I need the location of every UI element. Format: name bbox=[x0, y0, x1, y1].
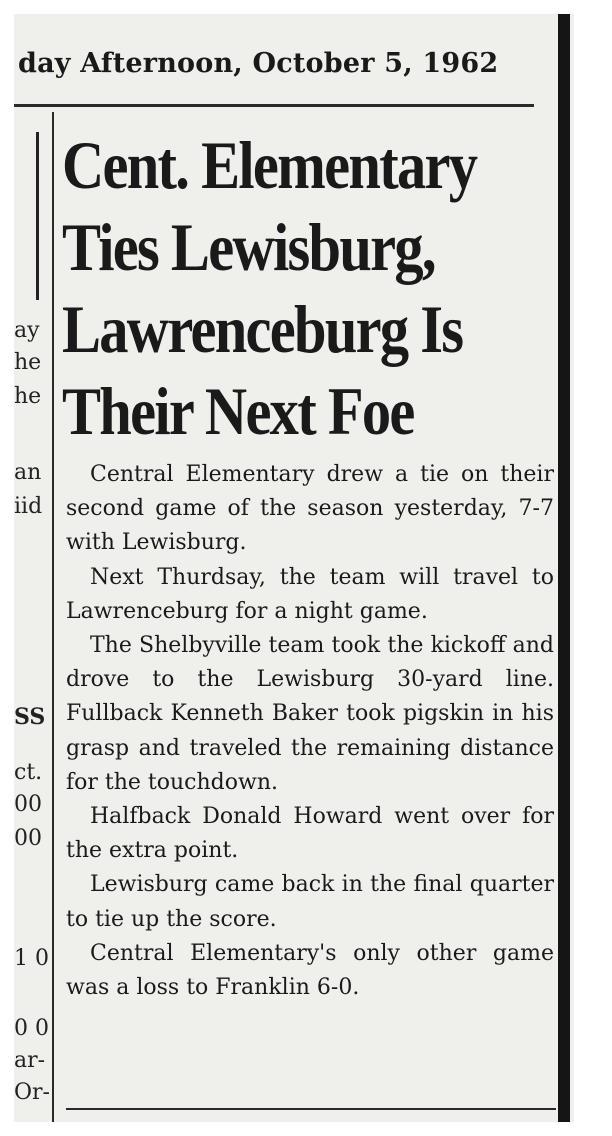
article-paragraph: Halfback Donald Howard went over for the extra point. bbox=[66, 804, 554, 864]
dateline-rule bbox=[14, 104, 534, 107]
left-column-rule bbox=[36, 132, 39, 300]
column-divider bbox=[52, 112, 54, 1122]
article-body bbox=[66, 458, 554, 1005]
left-column-fragment: iid bbox=[14, 494, 43, 519]
left-column-fragment: he bbox=[14, 350, 42, 375]
article-paragraph: The Shelbyville team took the kickoff and drove to the Lewisburg 30-yard line. Fullback Kenneth Baker took pigskin in his grasp and traveled the remaining distance for the touchdown. bbox=[66, 633, 554, 795]
left-column-fragment: Or- bbox=[14, 1080, 50, 1105]
left-column-fragment: 0 0 bbox=[14, 1016, 49, 1041]
article-paragraph: Lewisburg came back in the final quarter to tie up the score. bbox=[66, 872, 554, 932]
left-column-fragment: 00 bbox=[14, 792, 42, 817]
headline bbox=[62, 124, 489, 452]
left-column-fragment: he bbox=[14, 384, 42, 409]
left-column-fragment: 1 0 bbox=[14, 946, 49, 971]
left-column-fragment: an bbox=[14, 460, 42, 485]
left-column-fragment: ar- bbox=[14, 1048, 46, 1073]
dateline: day Afternoon, October 5, 1962 bbox=[18, 48, 499, 79]
page-edge-rule bbox=[558, 14, 570, 1122]
article-paragraph: Central Elementary's only other game was a loss to Franklin 6-0. bbox=[66, 940, 554, 1001]
left-column-fragment: SS bbox=[14, 704, 46, 730]
left-column-fragment: ct. bbox=[14, 760, 43, 785]
headline-line: Lawrenceburg Is bbox=[62, 291, 463, 367]
article-paragraph: Central Elementary drew a tie on their second game of the season yesterday, 7-7 with Lewisburg. bbox=[66, 462, 554, 556]
headline-line: Cent. Elementary bbox=[62, 127, 477, 203]
left-column-fragment: ay bbox=[14, 318, 40, 343]
headline-line: Their Next Foe bbox=[62, 373, 414, 449]
bottom-rule bbox=[66, 1108, 556, 1110]
article-paragraph: Next Thurdsay, the team will travel to Lawrenceburg for a night game. bbox=[66, 564, 554, 624]
left-column-fragment: 00 bbox=[14, 826, 42, 851]
headline-line: Ties Lewisburg, bbox=[62, 209, 435, 285]
